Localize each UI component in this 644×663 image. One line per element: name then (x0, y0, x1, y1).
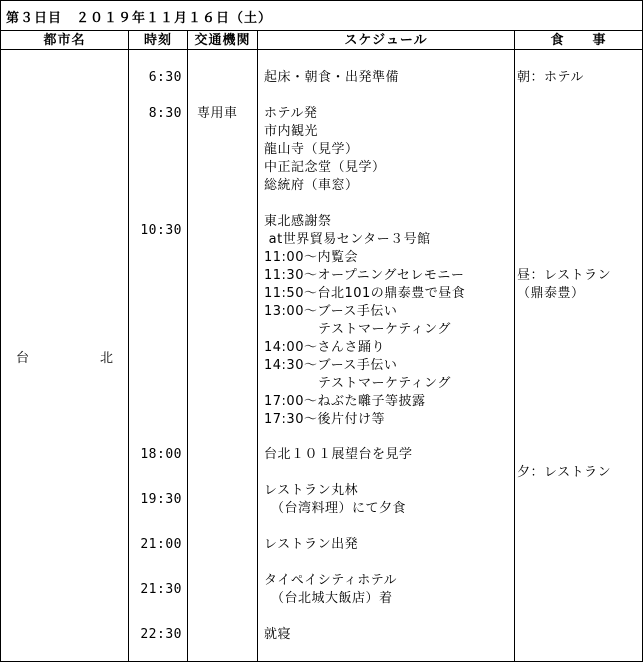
schedule-line: （台北城大飯店）着 (264, 591, 393, 606)
schedule-line: 17:30～後片付け等 (264, 412, 385, 427)
schedule-line: 起床・朝食・出発準備 (264, 70, 400, 85)
time-cell: 21:00 (140, 537, 182, 552)
border-bottom (0, 661, 643, 662)
header-city: 都市名 (43, 33, 86, 48)
schedule-line: 龍山寺（見学） (264, 142, 359, 157)
schedule-line: 総統府（車窓） (264, 178, 359, 193)
schedule-line: 市内観光 (264, 124, 319, 139)
meal-cell: 朝：ホテル (517, 70, 584, 85)
time-cell: 19:30 (140, 492, 182, 507)
header-meal: 食 事 (550, 33, 607, 48)
schedule-line: テストマーケティング (264, 322, 451, 337)
time-cell: 8:30 (148, 106, 182, 121)
schedule-line: ホテル発 (264, 106, 318, 121)
meal-cell: 夕：レストラン (517, 465, 612, 480)
title-divider (0, 30, 643, 31)
meal-cell: 昼：レストラン (517, 268, 612, 283)
schedule-line: 14:30～ブース手伝い (264, 358, 398, 373)
schedule-line: （台湾料理）にて夕食 (264, 501, 407, 516)
border-right (642, 0, 643, 662)
schedule-line: 13:00～ブース手伝い (264, 304, 398, 319)
schedule-line: 14:00～さんさ踊り (264, 340, 385, 355)
time-cell: 6:30 (148, 70, 182, 85)
schedule-line: at世界貿易センター３号館 (264, 232, 431, 247)
col-divider-schedule (514, 30, 515, 662)
meal-cell: （鼎泰豊） (517, 286, 585, 301)
header-transport: 交通機関 (194, 33, 251, 48)
schedule-line: 中正記念堂（見学） (264, 160, 386, 175)
schedule-line: レストラン出発 (264, 537, 359, 552)
city-name-right: 北 (100, 351, 114, 366)
border-top (0, 0, 643, 1)
time-cell: 18:00 (140, 447, 182, 462)
schedule-line: 11:00～内覧会 (264, 250, 358, 265)
col-divider-time (187, 30, 188, 662)
schedule-line: タイペイシティホテル (264, 573, 398, 588)
schedule-line: レストラン丸林 (264, 483, 359, 498)
schedule-line: 就寝 (264, 627, 292, 642)
schedule-line: テストマーケティング (264, 376, 451, 391)
city-name-left: 台 (16, 351, 30, 366)
border-left (0, 0, 1, 662)
page-title: 第３日目 ２０１９年１１月１６日（土） (6, 11, 273, 26)
schedule-line: 東北感謝祭 (264, 214, 332, 229)
schedule-line: 台北１０１展望台を見学 (264, 447, 413, 462)
schedule-line: 11:30～オープニングセレモニー (264, 268, 465, 283)
time-cell: 21:30 (140, 582, 182, 597)
schedule-line: 17:00～ねぶた囃子等披露 (264, 394, 426, 409)
schedule-line: 11:50～台北101の鼎泰豊で昼食 (264, 286, 466, 301)
transport-cell: 専用車 (197, 106, 238, 121)
col-divider-transport (257, 30, 258, 662)
header-time: 時刻 (143, 33, 172, 48)
time-cell: 10:30 (140, 223, 182, 238)
col-divider-city (128, 30, 129, 662)
header-schedule: スケジュール (344, 33, 428, 48)
time-cell: 22:30 (140, 627, 182, 642)
